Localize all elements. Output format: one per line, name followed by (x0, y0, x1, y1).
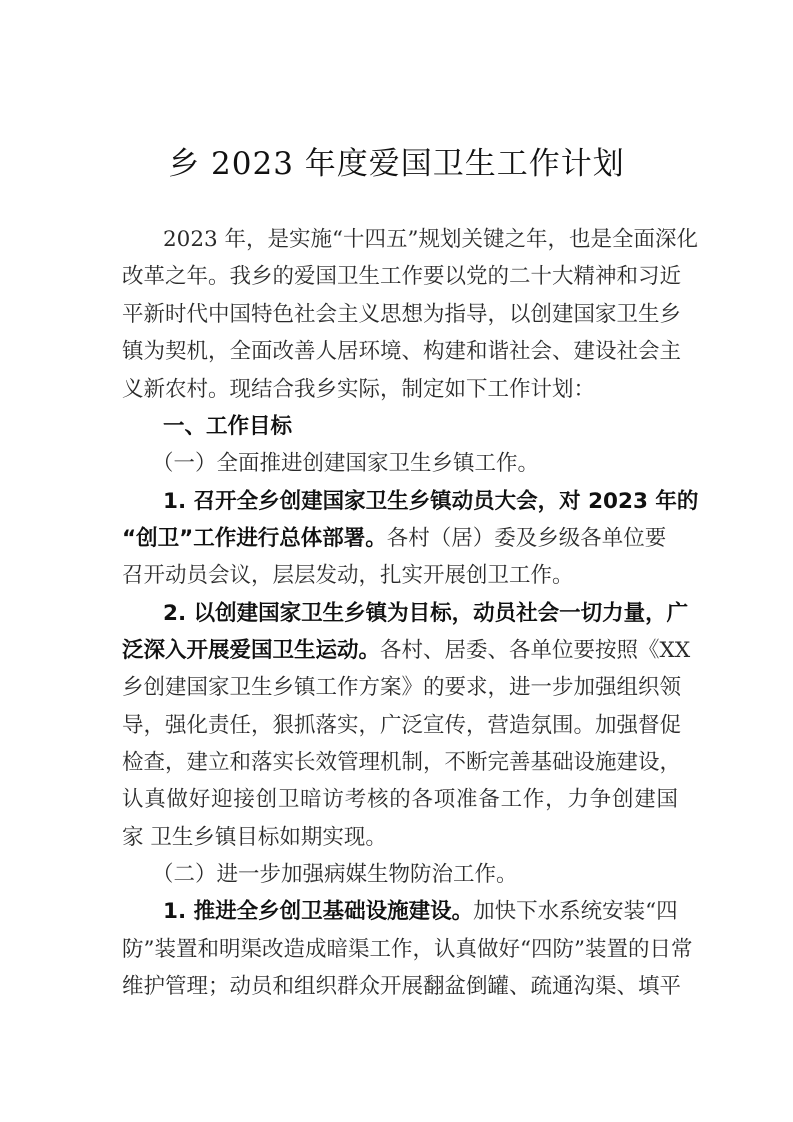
text-span: 各村（居）委及乡级各单位要 (386, 526, 667, 551)
text-line: 认真做好迎接创卫暗访考核的各项准备工作，力争创建国 (122, 787, 678, 812)
text-line (122, 524, 678, 554)
text-span: 各村、居委、各单位要按照《XX (380, 638, 691, 663)
text-line: 召开动员会议，层层发动，扎实开展创卫工作。 (122, 563, 574, 588)
text-line: 防”装置和明渠改造成暗渠工作，认真做好“四防”装置的日常 (122, 937, 693, 962)
section-heading: 一、工作目标 (163, 414, 293, 439)
item-heading: 1. 召开全乡创建国家卫生乡镇动员大会，对 2023 年的 (163, 489, 699, 514)
text-line: 改革之年。我乡的爱国卫生工作要以党的二十大精神和习近 (122, 264, 682, 289)
text-line (122, 636, 691, 666)
subsection-heading: （一）全面推进创建国家卫生乡镇工作。 (152, 451, 540, 476)
text-line: 家 卫生乡镇目标如期实现。 (122, 825, 387, 850)
text-line: 义新农村。现结合我乡实际，制定如下工作计划： (122, 377, 596, 402)
text-line: 检查，建立和落实长效管理机制，不断完善基础设施建设， (122, 750, 682, 775)
item-heading-cont: 泛深入开展爱国卫生运动。 (122, 638, 381, 663)
item-heading: 2. 以创建国家卫生乡镇为目标，动员社会一切力量，广 (163, 601, 689, 626)
text-line (163, 897, 678, 927)
text-line: 维护管理；动员和组织群众开展翻盆倒罐、疏通沟渠、填平 (122, 974, 682, 999)
item-heading: 1. 推进全乡创卫基础设施建设。 (163, 899, 474, 924)
text-line: 导，强化责任，狠抓落实，广泛宣传，营造氛围。加强督促 (122, 713, 682, 738)
text-line: 2023 年，是实施“十四五”规划关键之年，也是全面深化 (163, 227, 699, 252)
text-line: 镇为契机，全面改善人居环境、构建和谐社会、建设社会主 (122, 339, 682, 364)
text-line: 平新时代中国特色社会主义思想为指导，以创建国家卫生乡 (122, 302, 682, 327)
subsection-heading: （二）进一步加强病媒生物防治工作。 (152, 862, 518, 887)
text-line: 乡创建国家卫生乡镇工作方案》的要求，进一步加强组织领 (122, 675, 682, 700)
document-title: 乡 2023 年度爱国卫生工作计划 (168, 146, 625, 182)
text-span: 加快下水系统安装“四 (473, 899, 678, 924)
item-heading-cont: “创卫”工作进行总体部署。 (122, 526, 387, 551)
